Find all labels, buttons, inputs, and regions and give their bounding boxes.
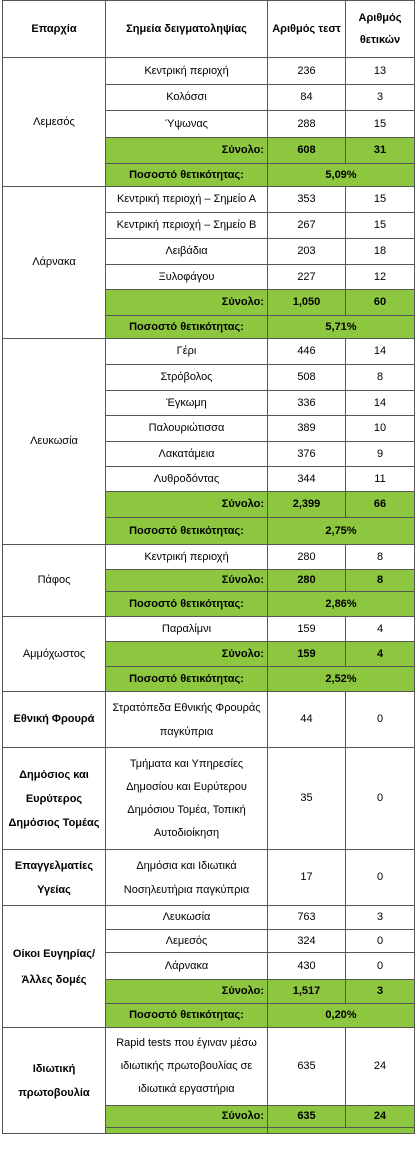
table-row xyxy=(3,58,415,85)
positives-cell: 15 xyxy=(346,187,415,213)
total-positives: 24 xyxy=(346,1106,415,1128)
tests-cell: 763 xyxy=(268,906,346,930)
positives-cell: 15 xyxy=(346,213,415,239)
total-positives: 31 xyxy=(346,138,415,164)
positives-cell: 4 xyxy=(346,617,415,642)
tests-cell: 227 xyxy=(268,265,346,290)
positives-cell: 0 xyxy=(346,953,415,980)
total-positives: 8 xyxy=(346,570,415,592)
total-tests: 159 xyxy=(268,642,346,667)
tests-cell: 280 xyxy=(268,545,346,570)
tests-cell: 35 xyxy=(268,748,346,850)
sampling-point: Γέρι xyxy=(106,339,268,365)
header-positives: Αριθμός θετικών xyxy=(346,1,415,58)
positivity-rate: 0,20% xyxy=(268,1004,415,1028)
total-label: Σύνολο: xyxy=(106,980,268,1004)
total-tests: 1,517 xyxy=(268,980,346,1004)
sampling-point: Κεντρική περιοχή xyxy=(106,545,268,570)
sampling-point: Λυθροδόντας xyxy=(106,467,268,492)
sampling-point: Έγκωμη xyxy=(106,391,268,416)
sampling-point: Ύψωνας xyxy=(106,111,268,138)
positivity-rate-cut xyxy=(268,1128,415,1134)
sampling-point: Παραλίμνι xyxy=(106,617,268,642)
tests-cell: 508 xyxy=(268,365,346,391)
table-row xyxy=(3,850,415,906)
tests-cell: 430 xyxy=(268,953,346,980)
sampling-point: Κεντρική περιοχή – Σημείο Α xyxy=(106,187,268,213)
total-label: Σύνολο: xyxy=(106,290,268,316)
sampling-point: Κολόσσι xyxy=(106,85,268,111)
rate-label: Ποσοστό θετικότητας: xyxy=(106,592,268,617)
tests-cell: 44 xyxy=(268,692,346,748)
total-tests: 608 xyxy=(268,138,346,164)
category-name: Οίκοι Ευγηρίας/Άλλες δομές xyxy=(3,906,106,1028)
positives-cell: 15 xyxy=(346,111,415,138)
tests-cell: 353 xyxy=(268,187,346,213)
rate-label: Ποσοστό θετικότητας: xyxy=(106,164,268,187)
total-tests: 1,050 xyxy=(268,290,346,316)
table-row xyxy=(3,748,415,850)
rate-label-cut xyxy=(106,1128,268,1134)
total-positives: 60 xyxy=(346,290,415,316)
sampling-point: Στρατόπεδα Εθνικής Φρουράς παγκύπρια xyxy=(106,692,268,748)
total-label: Σύνολο: xyxy=(106,1106,268,1128)
sampling-point: Λευκωσία xyxy=(106,906,268,930)
total-tests: 635 xyxy=(268,1106,346,1128)
positives-cell: 18 xyxy=(346,239,415,265)
total-positives: 66 xyxy=(346,492,415,518)
category-name: Εθνική Φρουρά xyxy=(3,692,106,748)
total-label: Σύνολο: xyxy=(106,570,268,592)
sampling-point: Λειβάδια xyxy=(106,239,268,265)
positivity-rate: 2,75% xyxy=(268,518,415,545)
positivity-rate: 2,52% xyxy=(268,667,415,692)
positives-cell: 0 xyxy=(346,850,415,906)
positives-cell: 0 xyxy=(346,748,415,850)
tests-cell: 389 xyxy=(268,416,346,442)
total-tests: 2,399 xyxy=(268,492,346,518)
rate-label: Ποσοστό θετικότητας: xyxy=(106,518,268,545)
tests-cell: 446 xyxy=(268,339,346,365)
header-points: Σημεία δειγματοληψίας xyxy=(106,1,268,58)
positives-cell: 9 xyxy=(346,442,415,467)
region-name: Πάφος xyxy=(3,545,106,617)
sampling-point: Ξυλοφάγου xyxy=(106,265,268,290)
tests-cell: 635 xyxy=(268,1028,346,1106)
region-name: Αμμόχωστος xyxy=(3,617,106,692)
total-label: Σύνολο: xyxy=(106,138,268,164)
tests-cell: 336 xyxy=(268,391,346,416)
sampling-point: Δημόσια και Ιδιωτικά Νοσηλευτήρια παγκύπρια xyxy=(106,850,268,906)
positives-cell: 10 xyxy=(346,416,415,442)
tests-cell: 324 xyxy=(268,930,346,953)
tests-cell: 159 xyxy=(268,617,346,642)
table-row xyxy=(3,1028,415,1106)
category-name: Επαγγελματίες Υγείας xyxy=(3,850,106,906)
category-name: Δημόσιος και Ευρύτερος Δημόσιος Τομέας xyxy=(3,748,106,850)
tests-cell: 344 xyxy=(268,467,346,492)
positivity-rate: 5,71% xyxy=(268,316,415,339)
total-positives: 3 xyxy=(346,980,415,1004)
positives-cell: 0 xyxy=(346,692,415,748)
region-name: Λευκωσία xyxy=(3,339,106,545)
header-tests: Αριθμός τεστ xyxy=(268,1,346,58)
rate-label: Ποσοστό θετικότητας: xyxy=(106,1004,268,1028)
tests-cell: 203 xyxy=(268,239,346,265)
tests-cell: 84 xyxy=(268,85,346,111)
positives-cell: 14 xyxy=(346,391,415,416)
table-row xyxy=(3,545,415,570)
table-row xyxy=(3,906,415,930)
sampling-point: Λάρνακα xyxy=(106,953,268,980)
sampling-point: Κεντρική περιοχή – Σημείο Β xyxy=(106,213,268,239)
header-row xyxy=(3,1,415,58)
table-row xyxy=(3,692,415,748)
sampling-point: Rapid tests που έγιναν μέσω ιδιωτικής πρωτοβουλίας σε ιδιωτικά εργαστήρια xyxy=(106,1028,268,1106)
positives-cell: 3 xyxy=(346,85,415,111)
positives-cell: 13 xyxy=(346,58,415,85)
sampling-point: Παλουριώτισσα xyxy=(106,416,268,442)
tests-cell: 17 xyxy=(268,850,346,906)
tests-cell: 267 xyxy=(268,213,346,239)
region-name: Λάρνακα xyxy=(3,187,106,339)
tests-cell: 236 xyxy=(268,58,346,85)
total-tests: 280 xyxy=(268,570,346,592)
total-positives: 4 xyxy=(346,642,415,667)
header-region: Επαρχία xyxy=(3,1,106,58)
tests-cell: 376 xyxy=(268,442,346,467)
sampling-point: Κεντρική περιοχή xyxy=(106,58,268,85)
testing-results-table xyxy=(2,0,415,1134)
table-row xyxy=(3,339,415,365)
category-name: Ιδιωτική πρωτοβουλία xyxy=(3,1028,106,1134)
positives-cell: 8 xyxy=(346,365,415,391)
sampling-point: Στρόβολος xyxy=(106,365,268,391)
positivity-rate: 2,86% xyxy=(268,592,415,617)
sampling-point: Λακατάμεια xyxy=(106,442,268,467)
region-name: Λεμεσός xyxy=(3,58,106,187)
rate-label: Ποσοστό θετικότητας: xyxy=(106,667,268,692)
sampling-point: Λεμεσός xyxy=(106,930,268,953)
table-row xyxy=(3,187,415,213)
positives-cell: 3 xyxy=(346,906,415,930)
total-label: Σύνολο: xyxy=(106,642,268,667)
rate-label: Ποσοστό θετικότητας: xyxy=(106,316,268,339)
total-label: Σύνολο: xyxy=(106,492,268,518)
positives-cell: 11 xyxy=(346,467,415,492)
positives-cell: 8 xyxy=(346,545,415,570)
tests-cell: 288 xyxy=(268,111,346,138)
positives-cell: 0 xyxy=(346,930,415,953)
positives-cell: 14 xyxy=(346,339,415,365)
table-row xyxy=(3,617,415,642)
positives-cell: 24 xyxy=(346,1028,415,1106)
positivity-rate: 5,09% xyxy=(268,164,415,187)
positives-cell: 12 xyxy=(346,265,415,290)
sampling-point: Τμήματα και Υπηρεσίες Δημοσίου και Ευρύτερου Δημόσιου Τομέα, Τοπική Αυτοδιοίκηση xyxy=(106,748,268,850)
